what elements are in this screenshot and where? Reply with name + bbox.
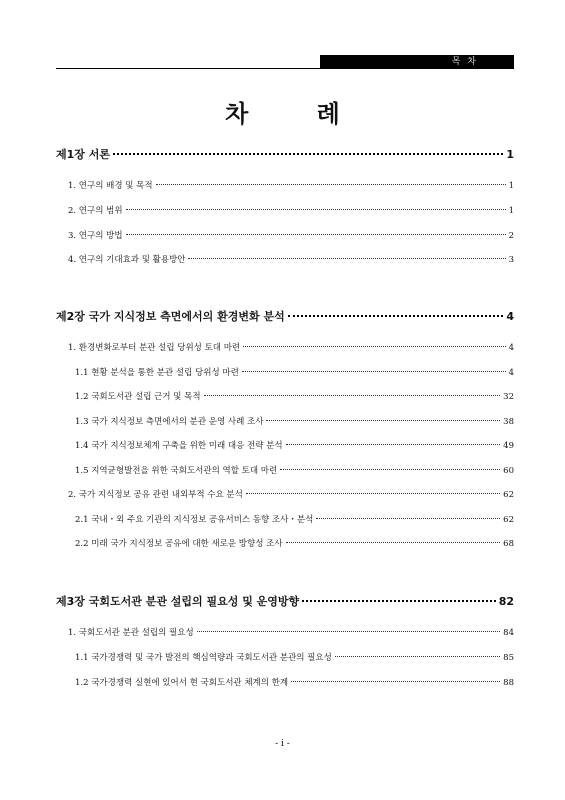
leader-dots — [280, 469, 500, 470]
toc-label: 1. 연구의 배경 및 목적 — [68, 181, 153, 191]
toc-subsection[interactable] — [75, 513, 514, 525]
toc-page: 62 — [503, 490, 514, 500]
toc-label: 2. 연구의 범위 — [68, 206, 123, 216]
toc-page: 82 — [498, 595, 514, 608]
toc-section[interactable] — [68, 204, 514, 216]
toc-subsection[interactable] — [75, 537, 514, 549]
toc-page: 1 — [508, 206, 514, 216]
toc-subsection[interactable] — [75, 439, 514, 451]
leader-dots — [204, 395, 501, 396]
toc-label: 제1장 서론 — [56, 148, 110, 161]
leader-dots — [156, 184, 506, 185]
toc-subsection[interactable] — [75, 366, 514, 378]
toc-label: 제3장 국회도서관 분관 설립의 필요성 및 운영방향 — [56, 595, 300, 608]
toc-page: 49 — [503, 441, 514, 451]
toc-section[interactable] — [68, 229, 514, 241]
leader-dots — [335, 656, 500, 657]
toc-chapter-1[interactable] — [56, 146, 514, 162]
leader-dots — [113, 153, 503, 155]
toc-label: 1.3 국가 지식정보 측면에서의 분관 운영 사례 조사 — [75, 417, 264, 427]
toc-section[interactable] — [68, 626, 514, 638]
leader-dots — [197, 631, 501, 632]
toc-label: 2.2 미래 국가 지식정보 공유에 대한 새로운 방향성 조사 — [75, 539, 283, 549]
toc-page: 62 — [503, 515, 514, 525]
toc-label: 1.1 국가경쟁력 및 국가 발전의 핵심역량과 국회도서관 분관의 필요성 — [75, 653, 332, 663]
toc-label: 1. 국회도서관 분관 설립의 필요성 — [68, 628, 194, 638]
leader-dots — [266, 420, 500, 421]
toc-section[interactable] — [68, 253, 514, 265]
toc-page: 4 — [508, 343, 514, 353]
toc-section[interactable] — [68, 341, 514, 353]
toc-label: 4. 연구의 기대효과 및 활용방안 — [68, 255, 186, 265]
toc-page: 60 — [503, 466, 514, 476]
toc-subsection[interactable] — [75, 651, 514, 663]
leader-dots — [286, 444, 501, 445]
toc-page: 4 — [506, 310, 514, 323]
toc-section[interactable] — [68, 179, 514, 191]
leader-dots — [246, 493, 500, 494]
toc-chapter-2[interactable] — [56, 308, 514, 324]
toc-page: 32 — [503, 392, 514, 402]
toc-label: 1.1 현황 분석을 통한 분관 설립 당위성 마련 — [75, 368, 239, 378]
toc-page: 2 — [508, 231, 514, 241]
toc-page: 1 — [506, 148, 514, 161]
leader-dots — [126, 234, 506, 235]
leader-dots — [316, 518, 500, 519]
toc-subsection[interactable] — [75, 464, 514, 476]
toc-label: 제2장 국가 지식정보 측면에서의 환경변화 분석 — [56, 310, 285, 323]
toc-subsection[interactable] — [75, 676, 514, 688]
toc-label: 1.2 국가경쟁력 실현에 있어서 현 국회도서관 체계의 한계 — [75, 678, 289, 688]
toc-page: 85 — [503, 653, 514, 663]
leader-dots — [242, 371, 506, 372]
toc-label: 3. 연구의 방법 — [68, 231, 123, 241]
leader-dots — [126, 209, 506, 210]
toc-page: 68 — [503, 539, 514, 549]
page-title: 차 례 — [225, 99, 370, 128]
toc-label: 1.2 국회도서관 설립 근거 및 목적 — [75, 392, 201, 402]
leader-dots — [288, 315, 504, 317]
toc-subsection[interactable] — [75, 390, 514, 402]
toc-section[interactable] — [68, 488, 514, 500]
leader-dots — [302, 600, 496, 602]
toc-label: 1.4 국가 지식정보체계 구축을 위한 미래 대응 전략 분석 — [75, 441, 283, 451]
toc-chapter-3[interactable] — [56, 593, 514, 609]
toc-page: 4 — [508, 368, 514, 378]
toc-page: 1 — [508, 181, 514, 191]
toc-label: 1.5 지역균형발전을 위한 국회도서관의 역할 토대 마련 — [75, 466, 278, 476]
header-tab: 목 차 — [320, 55, 514, 69]
toc-page: 84 — [503, 628, 514, 638]
leader-dots — [188, 258, 505, 259]
toc-page: 3 — [508, 255, 514, 265]
toc-label: 1. 환경변화로부터 분관 설립 당위성 토대 마련 — [68, 343, 241, 353]
toc-label: 2. 국가 지식정보 공유 관련 내외부적 수요 분석 — [68, 490, 243, 500]
leader-dots — [286, 542, 501, 543]
leader-dots — [243, 346, 505, 347]
toc-page: 88 — [503, 678, 514, 688]
toc-label: 2.1 국내・외 주요 기관의 지식정보 공유서비스 동향 조사・분석 — [75, 515, 314, 525]
toc-page: 38 — [503, 417, 514, 427]
toc-subsection[interactable] — [75, 415, 514, 427]
leader-dots — [291, 681, 500, 682]
page-number: - i - — [275, 739, 290, 749]
